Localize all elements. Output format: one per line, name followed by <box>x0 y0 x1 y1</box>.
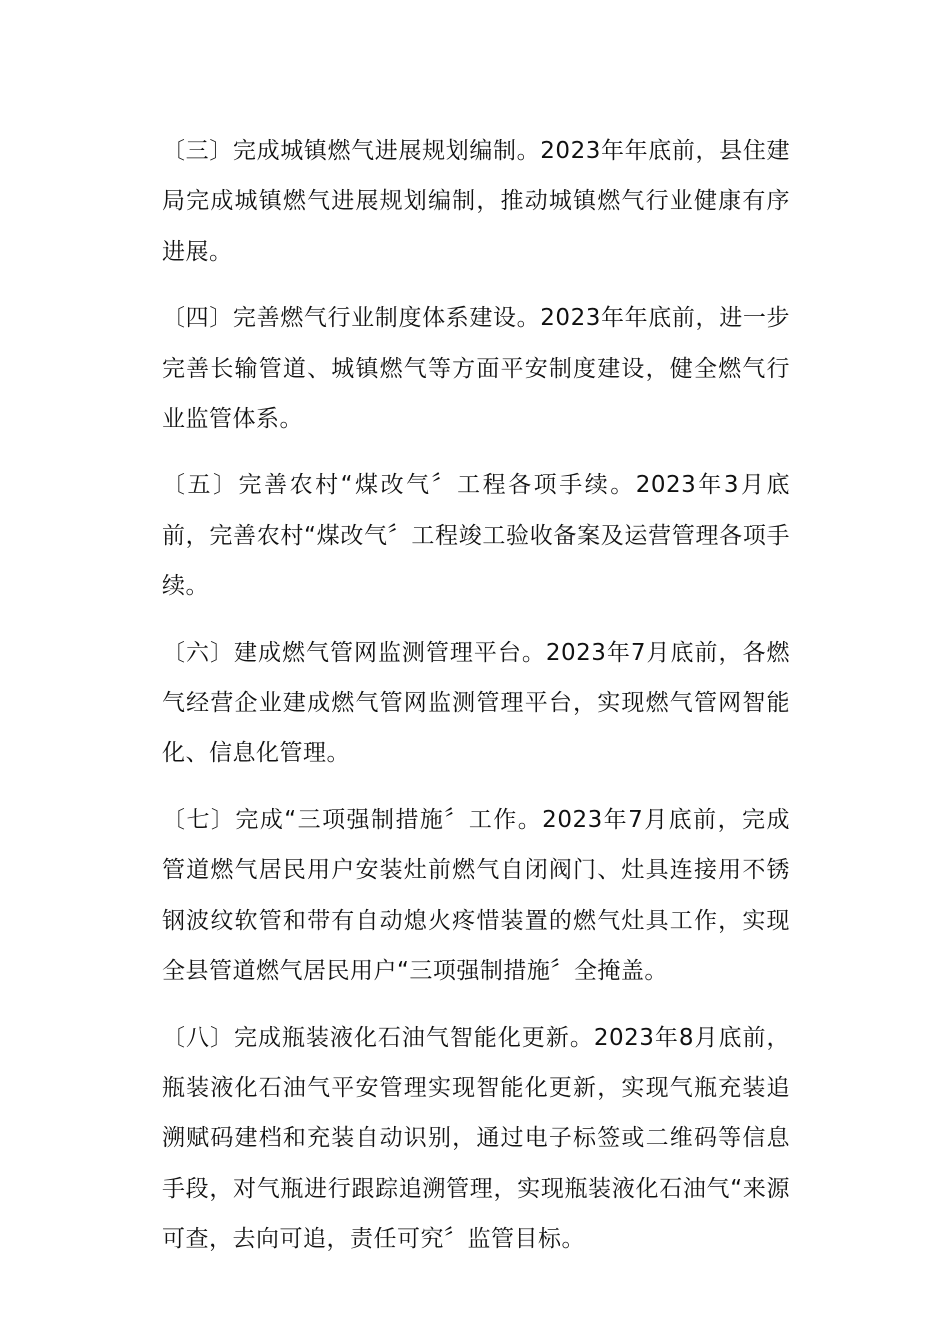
paragraph-4: 〔四〕完善燃气行业制度体系建设。2023年年底前，进一步完善长输管道、城镇燃气等方面平安制度建设，健全燃气行业监管体系。 <box>162 305 790 433</box>
paragraph-6: 〔六〕建成燃气管网监测管理平台。2023年7月底前，各燃气经营企业建成燃气管网监测管理平台，实现燃气管网智能化、信息化管理。 <box>162 639 790 767</box>
paragraph-5: 〔五〕完善农村“煤改气〞工程各项手续。2023年3月底前，完善农村“煤改气〞工程竣工验收备案及运营管理各项手续。 <box>162 472 790 600</box>
paragraph-8: 〔八〕完成瓶装液化石油气智能化更新。2023年8月底前，瓶装液化石油气平安管理实现智能化更新，实现气瓶充装追溯赋码建档和充装自动识别，通过电子标签或二维码等信息手段，对气瓶进行跟踪追溯管理，实现瓶装液化石油气“来源可查，去向可追，责任可究〞监管目标。 <box>162 1024 790 1253</box>
document-body <box>162 126 790 1281</box>
paragraph-3: 〔三〕完成城镇燃气进展规划编制。2023年年底前，县住建局完成城镇燃气进展规划编制，推动城镇燃气行业健康有序进展。 <box>162 138 790 265</box>
paragraph-7: 〔七〕完成“三项强制措施〞工作。2023年7月底前，完成管道燃气居民用户安装灶前燃气自闭阀门、灶具连接用不锈钢波纹软管和带有自动熄火疼惜装置的燃气灶具工作，实现全县管道燃气居民用户“三项强制措施〞全掩盖。 <box>162 806 790 985</box>
